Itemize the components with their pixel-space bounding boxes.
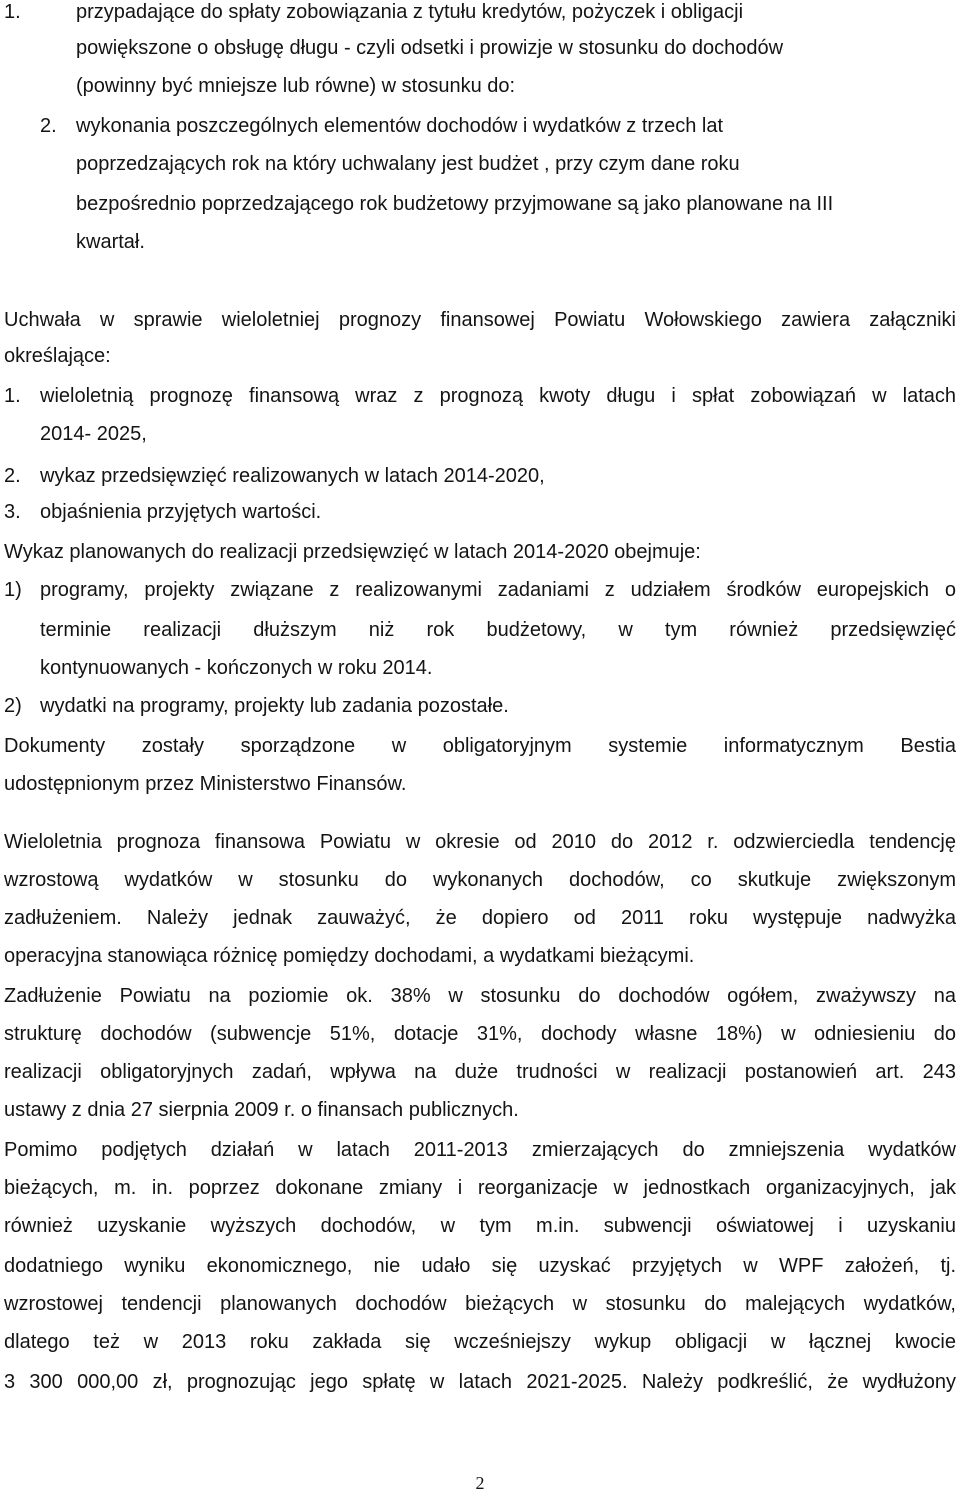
list-number: 1. [4,385,21,407]
list-item-line: wykonania poszczególnych elementów dochodów i wydatków z trzech lat [76,115,724,137]
list-item-line: bezpośrednio poprzedzającego rok budżetowy przyjmowane są jako planowane na III [76,193,834,215]
list-item-line: wieloletnią prognozę finansową wraz z prognozą kwoty długu i spłat zobowiązań w latach [40,385,956,407]
list-item-line: wydatki na programy, projekty lub zadania pozostałe. [40,695,509,717]
list-item-line: powiększone o obsługę długu - czyli odsetki i prowizje w stosunku do dochodów [76,37,784,59]
list-number: 1) [4,579,22,601]
paragraph-line: Dokumenty zostały sporządzone w obligatoryjnym systemie informatycznym Bestia [4,735,956,757]
list-number: 2. [4,465,21,487]
paragraph-line: bieżących, m. in. poprzez dokonane zmiany i reorganizacje w jednostkach organizacyjnych, jak [4,1177,956,1199]
paragraph-line: dodatniego wyniku ekonomicznego, nie udało się uzyskać przyjętych w WPF założeń, tj. [4,1255,956,1277]
paragraph-line: Pomimo podjętych działań w latach 2011-2013 zmierzających do zmniejszenia wydatków [4,1139,956,1161]
paragraph-line: Wykaz planowanych do realizacji przedsięwzięć w latach 2014-2020 obejmuje: [4,541,701,563]
paragraph-line: Zadłużenie Powiatu na poziomie ok. 38% w stosunku do dochodów ogółem, zważywszy na [4,985,956,1007]
paragraph-line: określające: [4,345,111,367]
paragraph-line: Wieloletnia prognoza finansowa Powiatu w okresie od 2010 do 2012 r. odzwierciedla tendencję [4,831,956,853]
list-number: 1. [4,1,21,23]
paragraph-line: 3 300 000,00 zł, prognozując jego spłatę w latach 2021-2025. Należy podkreślić, że wydłużony [4,1371,956,1393]
list-number: 2. [40,115,57,137]
paragraph-line: Uchwała w sprawie wieloletniej prognozy finansowej Powiatu Wołowskiego zawiera załączniki [4,309,956,331]
paragraph-line: zadłużeniem. Należy jednak zauważyć, że dopiero od 2011 roku występuje nadwyżka [4,907,956,929]
list-item-line: terminie realizacji dłuższym niż rok budżetowy, w tym również przedsięwzięć [40,619,956,641]
paragraph-line: wzrostowej tendencji planowanych dochodów bieżących w stosunku do malejących wydatków, [4,1293,956,1315]
list-item-line: objaśnienia przyjętych wartości. [40,501,322,523]
paragraph-line: dlatego też w 2013 roku zakłada się wcześniejszy wykup obligacji w łącznej kwocie [4,1331,956,1353]
list-item-line: programy, projekty związane z realizowanymi zadaniami z udziałem środków europejskich o [40,579,956,601]
paragraph-line: udostępnionym przez Ministerstwo Finansów. [4,773,407,795]
list-number: 3. [4,501,21,523]
paragraph-line: również uzyskanie wyższych dochodów, w tym m.in. subwencji oświatowej i uzyskaniu [4,1215,956,1237]
list-item-line: kwartał. [76,231,145,253]
paragraph-line: operacyjna stanowiąca różnicę pomiędzy dochodami, a wydatkami bieżącymi. [4,945,695,967]
list-item-line: kontynuowanych - kończonych w roku 2014. [40,657,433,679]
paragraph-line: wzrostową wydatków w stosunku do wykonanych dochodów, co skutkuje zwiększonym [4,869,956,891]
list-item-line: poprzedzających rok na który uchwalany jest budżet , przy czym dane roku [76,153,740,175]
paragraph-line: ustawy z dnia 27 sierpnia 2009 r. o finansach publicznych. [4,1099,519,1121]
list-item-line: (powinny być mniejsze lub równe) w stosunku do: [76,75,516,97]
list-item-line: 2014- 2025, [40,423,147,445]
paragraph-line: realizacji obligatoryjnych zadań, wpływa na duże trudności w realizacji postanowień art. 243 [4,1061,956,1083]
page-number: 2 [475,1473,485,1493]
list-item-line: wykaz przedsięwzięć realizowanych w latach 2014-2020, [40,465,545,487]
paragraph-line: strukturę dochodów (subwencje 51%, dotacje 31%, dochody własne 18%) w odniesieniu do [4,1023,956,1045]
list-number: 2) [4,695,22,717]
list-item-line: przypadające do spłaty zobowiązania z tytułu kredytów, pożyczek i obligacji [76,1,744,23]
